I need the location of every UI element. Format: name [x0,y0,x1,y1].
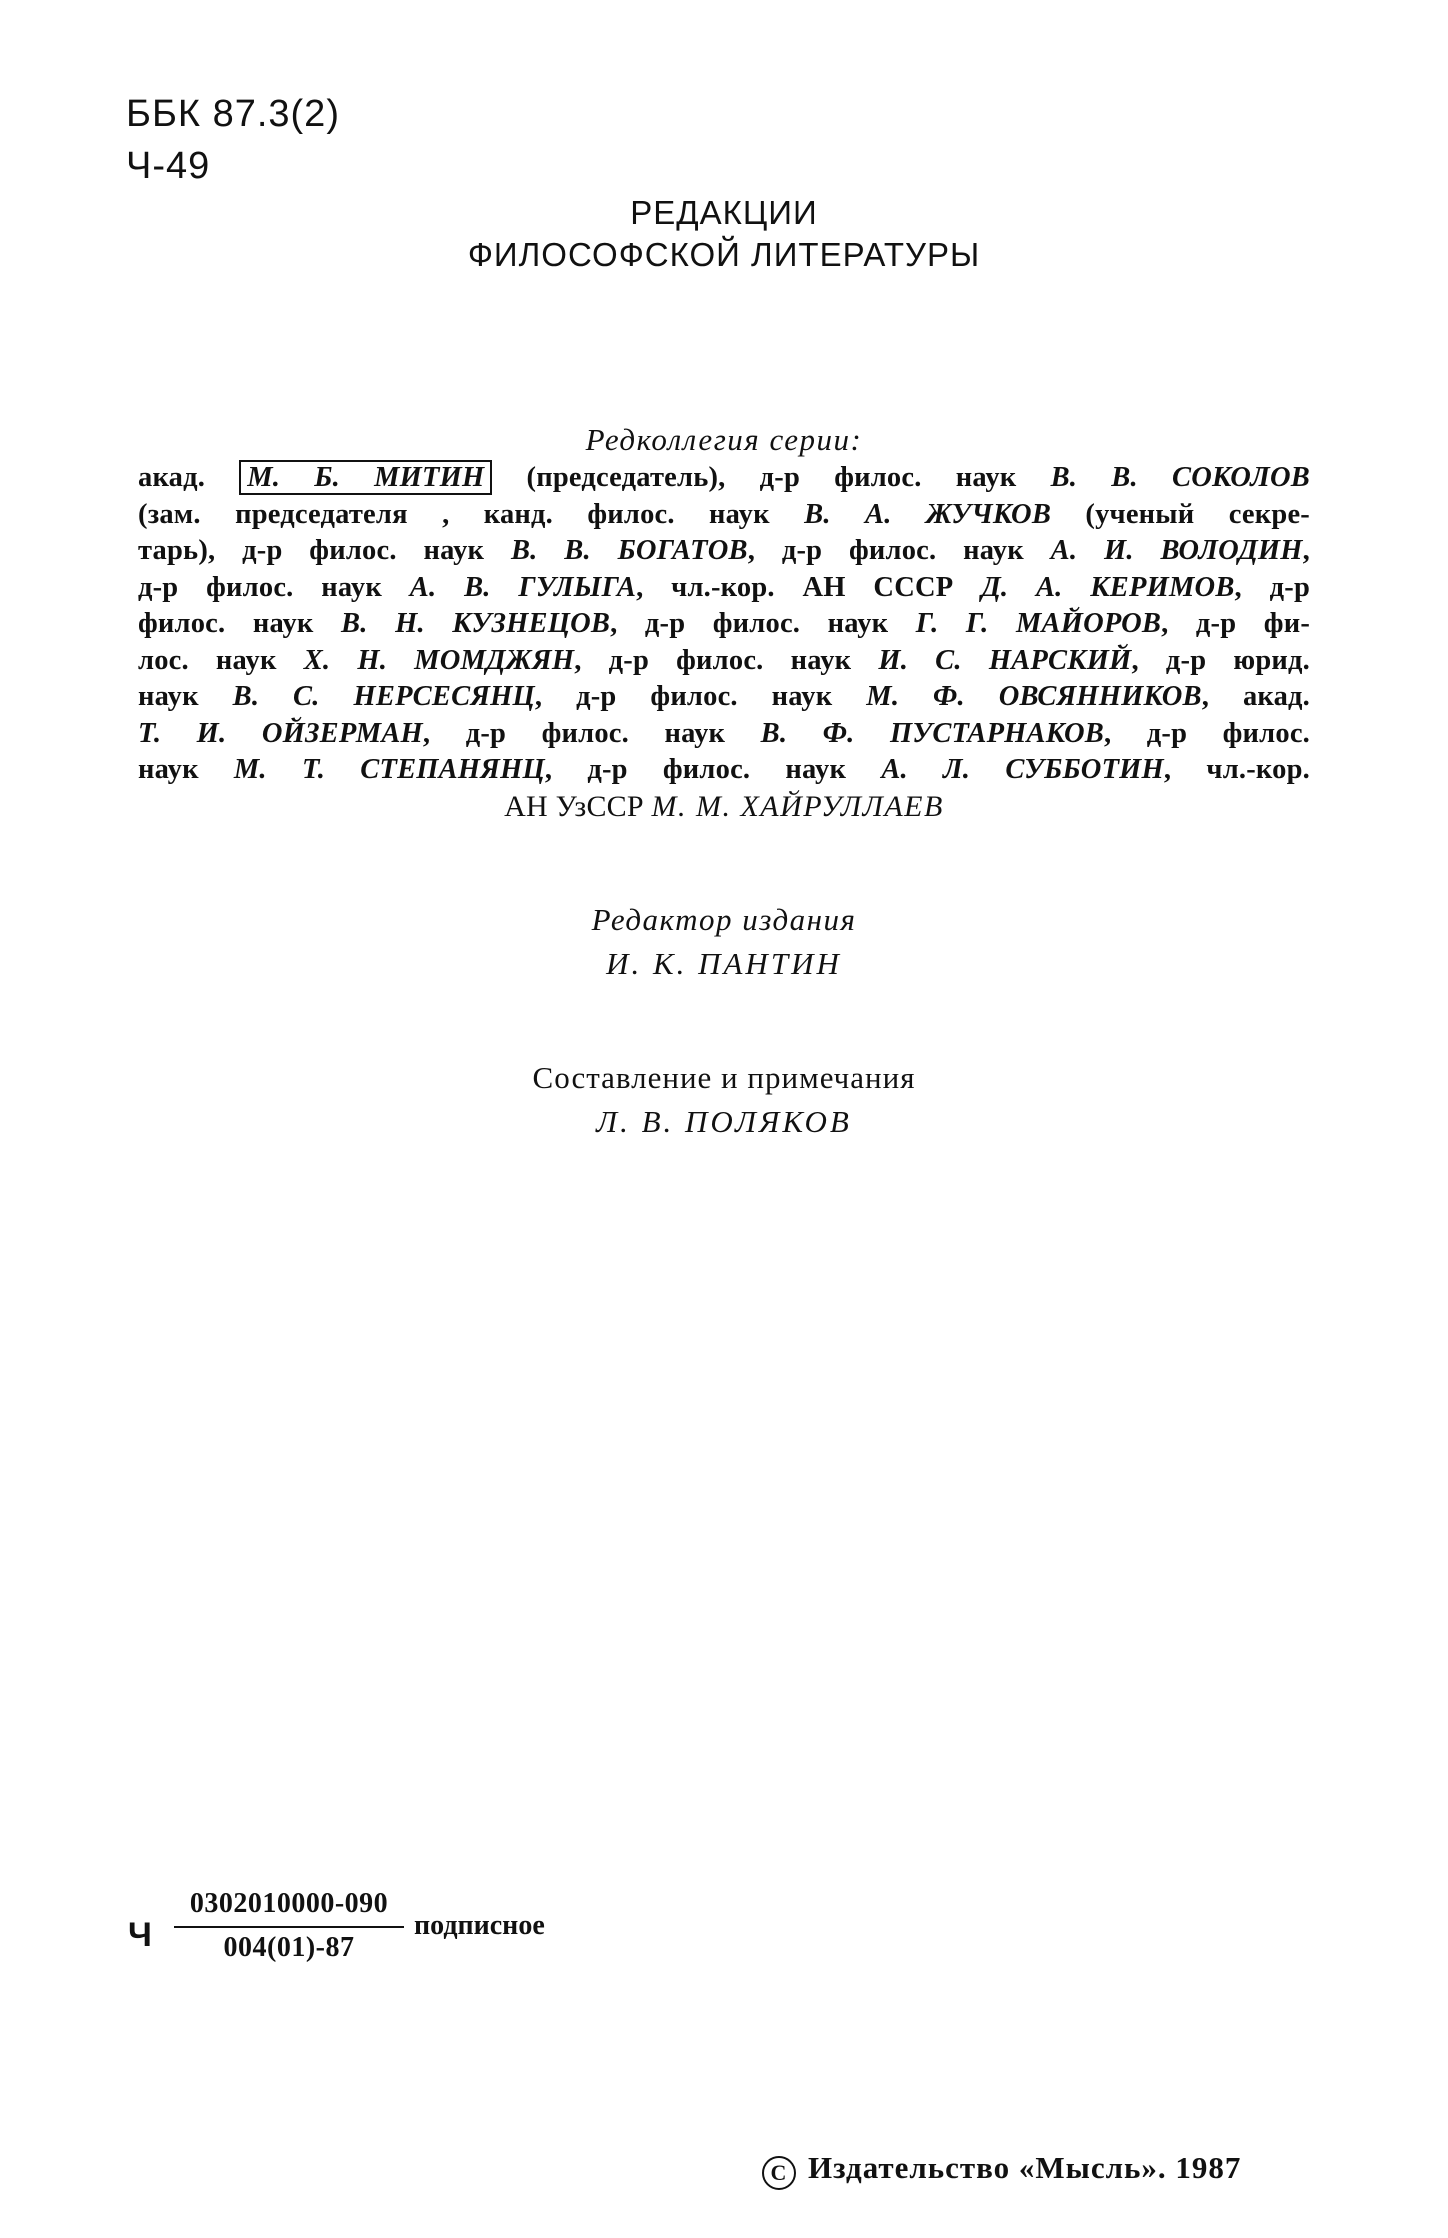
member-name: Д. А. КЕРИМОВ [981,571,1235,603]
member-name: М. М. ХАЙРУЛЛАЕВ [651,789,944,823]
member-name: М. Т. СТЕПАНЯНЦ [233,754,545,785]
member-name: Х. Н. МОМДЖЯН [303,644,575,676]
board-line [138,679,1310,716]
member-name: В. Н. КУЗНЕЦОВ [341,608,611,639]
member-name: В. Ф. ПУСТАРНАКОВ [760,717,1104,749]
member-title: наук [138,754,234,785]
member-title: (ученый секре- [1051,498,1310,530]
editorial-board-title: Редколлегия серии: [585,422,863,457]
member-title: , д-р филос. наук [544,754,882,785]
member-title: , д-р филос. [1103,717,1310,749]
board-line [138,460,1310,497]
board-line [138,497,1310,534]
member-title: , д-р филос. наук [422,717,761,749]
boxed-name: М. Б. МИТИН [239,460,492,495]
board-line [138,533,1310,570]
member-title: тарь), д-р филос. наук [138,535,511,566]
member-title: наук [138,681,233,712]
member-name: А. Л. СУББОТИН [881,754,1164,785]
author-mark: Ч-49 [126,145,211,187]
compiler-block [0,1058,1448,1142]
compiler-label: Составление и примечания [532,1060,916,1095]
member-title: , д-р фи- [1161,608,1311,639]
member-name: В. С. НЕРСЕСЯНЦ [232,681,535,712]
member-name: И. С. НАРСКИЙ [878,644,1132,676]
member-name: В. А. ЖУЧКОВ [804,498,1052,530]
member-title: , д-р юрид. [1131,644,1310,676]
member-name: М. Ф. ОВСЯННИКОВ [866,681,1202,712]
member-title: д-р филос. наук [138,571,410,603]
editor-name: И. К. ПАНТИН [606,946,842,981]
bbk-code [126,88,340,192]
index-prefix: Ч [128,1916,152,1954]
member-title: , д-р филос. наук [747,535,1051,566]
member-name: А. И. ВОЛОДИН [1050,535,1303,566]
member-title: акад. [138,462,240,493]
fraction-bar [174,1926,404,1928]
bbk-line: ББК 87.3(2) [126,93,340,135]
member-title: , чл.-кор. [1163,754,1310,785]
member-title: , д-р филос. наук [534,681,867,712]
editorial-board-list [138,460,1310,825]
board-line [138,606,1310,643]
member-title: лос. наук [138,644,304,676]
editor-label: Редактор издания [591,902,857,937]
index-numerator: 0302010000-090 [189,1888,389,1919]
member-title: , акад. [1201,681,1310,712]
member-name: В. В. СОКОЛОВ [1050,462,1311,493]
editor-block [0,900,1448,984]
member-title: (председатель), д-р филос. наук [492,462,1051,493]
board-line [138,570,1310,607]
member-title: , д-р филос. наук [610,608,916,639]
board-line [138,789,1310,826]
member-title: , [1302,535,1310,566]
member-title: , д-р филос. наук [574,644,879,676]
member-title: , чл.-кор. АН СССР [636,571,982,603]
board-line [138,716,1310,753]
header-line-2: ФИЛОСОФСКОЙ ЛИТЕРАТУРЫ [467,236,981,273]
board-line [138,643,1310,680]
member-name: Т. И. ОЙЗЕРМАН [138,717,423,749]
member-title: АН УзССР [504,789,652,823]
header-line-1: РЕДАКЦИИ [630,194,818,231]
member-name: Г. Г. МАЙОРОВ [915,608,1162,639]
series-header [0,192,1448,276]
copyright-line [762,2150,1241,2190]
member-title: , д-р [1234,571,1310,603]
member-title: филос. наук [138,608,342,639]
compiler-name: Л. В. ПОЛЯКОВ [596,1104,852,1139]
member-name: В. В. БОГАТОВ [510,535,748,566]
subscription-tag: подписное [414,1910,545,1941]
board-line [138,752,1310,789]
copyright-text: Издательство «Мысль». 1987 [808,2150,1242,2185]
member-name: А. В. ГУЛЫГА [409,571,637,603]
index-denominator: 004(01)-87 [223,1932,355,1963]
copyright-icon: C [762,2156,796,2190]
member-title: (зам. председателя , канд. филос. наук [138,498,805,530]
